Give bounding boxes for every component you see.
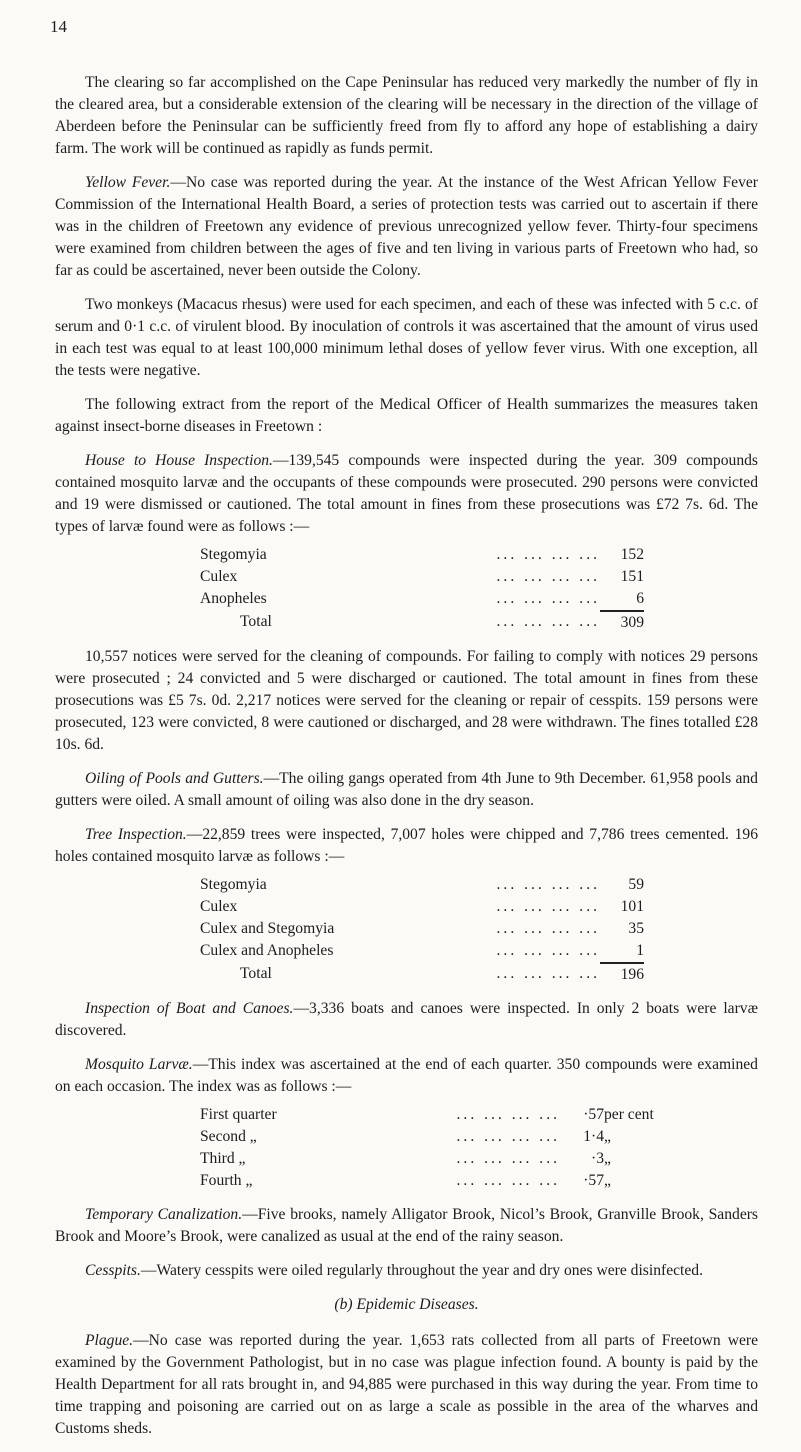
heading-yellow-fever: Yellow Fever.	[85, 174, 171, 191]
paragraph-notices: 10,557 notices were served for the cleaning of compounds. For failing to comply with notices 29 persons were prosecuted ; 24 convicted and 5 were discharged or cautioned. The total amount in fines from these prosecutions was £5 7s. 0d. 2,217 notices were served for the cleaning or repair of cesspits. 159 persons were prosecuted, 123 were convicted, 8 were cautioned or discharged, and 28 were withdrawn. The fines totalled £28 10s. 6d.	[55, 648, 758, 753]
row-label: Culex	[200, 898, 238, 915]
paragraph-oiling	[55, 768, 758, 812]
total-value: 196	[600, 963, 644, 986]
oiling-text: —The oiling gangs operated from 4th June to 9th December. 61,958 pools and gutters were oiled. A small amount of oiling was also done in the dry season.	[55, 770, 758, 809]
row-label: Culex and Anopheles	[200, 942, 334, 959]
paragraph-plague	[55, 1330, 758, 1440]
row-value: ·3	[591, 1150, 604, 1167]
row-label: Fourth „	[200, 1172, 253, 1189]
leader-dots: ... ... ... ...	[496, 942, 600, 959]
paragraph-mosquito-larvae	[55, 1054, 758, 1098]
row-unit: „	[604, 1128, 611, 1145]
row-unit: „	[604, 1150, 611, 1167]
section-heading-epidemic: (b) Epidemic Diseases.	[334, 1296, 479, 1313]
leader-dots: ... ... ... ...	[456, 1128, 560, 1145]
leader-dots: ... ... ... ...	[496, 876, 600, 893]
leader-dots: ... ... ... ...	[496, 546, 600, 563]
heading-cesspits: Cesspits.	[85, 1262, 141, 1279]
paragraph-extract: The following extract from the report of the Medical Officer of Health summarizes the measures taken against insect-borne diseases in Freetown :	[55, 396, 758, 435]
row-label: First quarter	[200, 1106, 277, 1123]
plague-text: —No case was reported during the year. 1,653 rats collected from all parts of Freetown were examined by the Government Pathologist, but in no case was plague infection found. A bounty is paid by the Health Department for all rats brought in, and 94,885 were purchased in this way during the year. From time to time trapping and poisoning are carried out on as large a scale as possible in the area of the wharves and Customs sheds.	[55, 1332, 758, 1437]
leader-dots: ... ... ... ...	[496, 965, 600, 982]
total-value: 309	[600, 611, 644, 634]
heading-mosquito-larvae: Mosquito Larvæ.	[85, 1056, 193, 1073]
row-value: ·57	[583, 1172, 604, 1189]
paragraph-yellow-fever	[55, 172, 758, 282]
row-label: Culex and Stegomyia	[200, 920, 335, 937]
total-label: Total	[240, 965, 272, 982]
table-row	[200, 940, 644, 963]
leader-dots: ... ... ... ...	[496, 568, 600, 585]
leader-dots: ... ... ... ...	[456, 1106, 560, 1123]
leader-dots: ... ... ... ...	[456, 1172, 560, 1189]
heading-oiling: Oiling of Pools and Gutters.	[85, 770, 264, 787]
canalization-text: —Five brooks, namely Alligator Brook, Nicol’s Brook, Granville Brook, Sanders Brook and Moore’s Brook, were canalized as usual at the end of the rainy season.	[55, 1206, 758, 1245]
page-number: 14	[50, 17, 67, 36]
row-value: 6	[600, 588, 644, 611]
total-label: Total	[240, 613, 272, 630]
table-row	[200, 588, 644, 611]
mosquito-larvae-text: —This index was ascertained at the end of each quarter. 350 compounds were examined on each occasion. The index was as follows :—	[55, 1056, 758, 1095]
row-value: 1·4	[583, 1128, 604, 1145]
cesspits-text: —Watery cesspits were oiled regularly throughout the year and dry ones were disinfected.	[140, 1262, 703, 1279]
yellow-fever-text: —No case was reported during the year. At the instance of the West African Yellow Fever Commission of the International Health Board, a series of protection tests was carried out to ascertain if there was in the children of Freetown any evidence of previous unrecognized yellow fever. Thirty-four specimens were examined from children between the ages of five and ten living in various parts of Freetown who had, so far as could be ascertained, never been outside the Colony.	[55, 174, 758, 279]
row-unit: „	[604, 1172, 611, 1189]
paragraph-canalization	[55, 1204, 758, 1248]
leader-dots: ... ... ... ...	[456, 1150, 560, 1167]
table-row	[200, 874, 644, 896]
leader-dots: ... ... ... ...	[496, 613, 600, 630]
table-row	[200, 1104, 654, 1126]
leader-dots: ... ... ... ...	[496, 920, 600, 937]
table-row	[200, 918, 644, 940]
table-row	[200, 544, 644, 566]
table-row	[200, 1148, 654, 1170]
row-label: Third „	[200, 1150, 246, 1167]
total-row	[200, 611, 644, 634]
row-value: 152	[620, 546, 644, 563]
paragraph-cesspits	[55, 1260, 758, 1282]
table-row	[200, 896, 644, 918]
row-value: 59	[628, 876, 644, 893]
larvae-tree-table	[200, 874, 644, 986]
row-label: Anopheles	[200, 590, 267, 607]
heading-plague: Plague.	[85, 1332, 134, 1349]
house-inspection-text: —139,545 compounds were inspected during the year. 309 compounds contained mosquito larvæ and the occupants of these compounds were prosecuted. 290 persons were convicted and 19 were dismissed or cautioned. The total amount in fines from these prosecutions was £72 7s. 6d. The types of larvæ found were as follows :—	[55, 452, 758, 535]
row-value: 151	[620, 568, 644, 585]
row-label: Stegomyia	[200, 546, 267, 563]
page-content	[55, 72, 758, 1452]
paragraph-tree-inspection	[55, 824, 758, 868]
table-row	[200, 1126, 654, 1148]
row-value: 35	[628, 920, 644, 937]
row-label: Stegomyia	[200, 876, 267, 893]
boats-text: —3,336 boats and canoes were inspected. In only 2 boats were larvæ discovered.	[55, 1000, 758, 1039]
row-value: 101	[620, 898, 644, 915]
leader-dots: ... ... ... ...	[496, 590, 600, 607]
heading-tree-inspection: Tree Inspection.	[85, 826, 187, 843]
tree-inspection-text: —22,859 trees were inspected, 7,007 holes were chipped and 7,786 trees cemented. 196 holes contained mosquito larvæ as follows :—	[55, 826, 758, 865]
row-unit: per cent	[604, 1106, 654, 1123]
heading-canalization: Temporary Canalization.	[85, 1206, 243, 1223]
table-row	[200, 566, 644, 588]
table-row	[200, 1170, 654, 1192]
paragraph-boats	[55, 998, 758, 1042]
larvae-house-table	[200, 544, 644, 634]
leader-dots: ... ... ... ...	[496, 898, 600, 915]
total-row	[200, 963, 644, 986]
heading-house-inspection: House to House Inspection.	[85, 452, 273, 469]
heading-boats: Inspection of Boat and Canoes.	[85, 1000, 294, 1017]
paragraph-monkeys: Two monkeys (Macacus rhesus) were used for each specimen, and each of these was infected with 5 c.c. of serum and 0·1 c.c. of virulent blood. By inoculation of controls it was ascertained that the amount of virus used in each test was equal to at least 100,000 minimum lethal doses of yellow fever virus. With one exception, all the tests were negative.	[55, 296, 758, 379]
row-label: Culex	[200, 568, 238, 585]
row-value: ·57	[583, 1106, 604, 1123]
row-label: Second „	[200, 1128, 257, 1145]
paragraph-house-inspection	[55, 450, 758, 538]
row-value: 1	[600, 940, 644, 963]
paragraph-clearing: The clearing so far accomplished on the Cape Peninsular has reduced very markedly the number of fly in the cleared area, but a considerable extension of the clearing will be necessary in the direction of the village of Aberdeen before the Peninsular can be sufficiently freed from fly to afford any hope of establishing a dairy farm. The work will be continued as rapidly as funds permit.	[55, 74, 758, 157]
quarterly-index-table	[200, 1104, 654, 1192]
